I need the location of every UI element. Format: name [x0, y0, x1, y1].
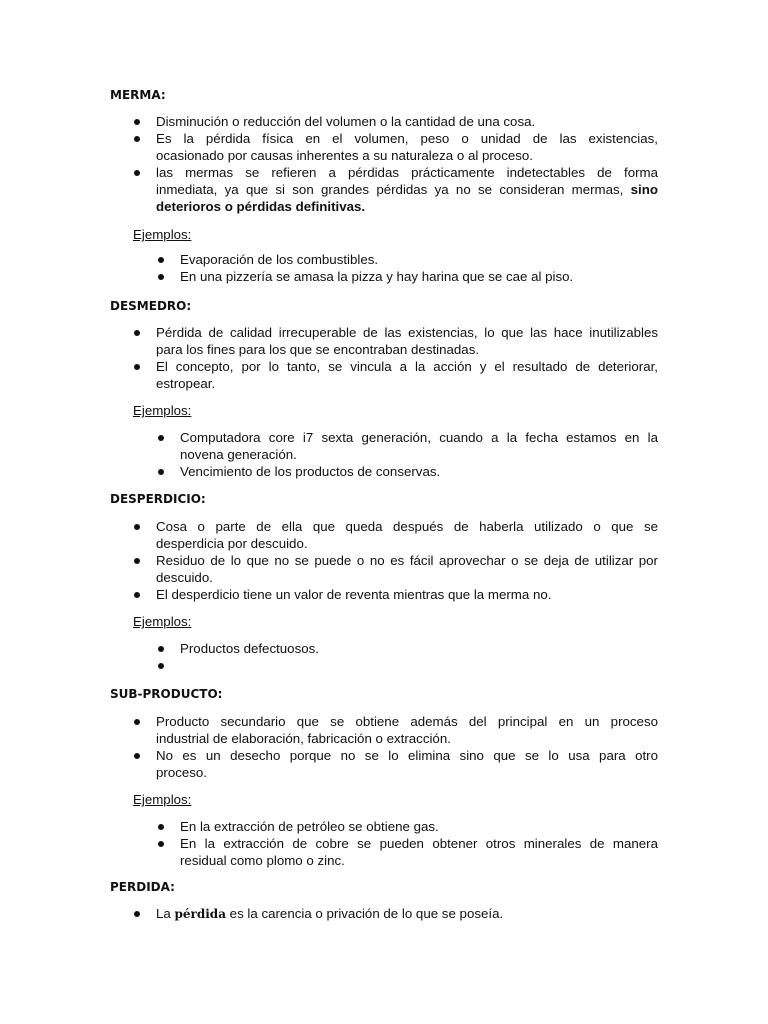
subproducto-example-2-line-2: residual como plomo o zinc.: [180, 853, 345, 868]
merma-bullet-3-text: inmediata, ya que si son grandes pérdidas ya no se consideran mermas,: [156, 182, 624, 197]
desperdicio-bullet-1-line-2: desperdicia por descuido.: [156, 536, 308, 551]
desperdicio-bullet-2-line-1: Residuo de lo que no se puede o no es fácil aprovechar o se deja de utilizar por: [156, 553, 658, 568]
merma-example-1: Evaporación de los combustibles.: [180, 252, 379, 267]
desmedro-example-1-line-1: Computadora core i7 sexta generación, cuando a la fecha estamos en la: [180, 430, 658, 445]
bullet: [134, 911, 140, 917]
bullet: [134, 364, 140, 370]
bullet: [134, 719, 140, 725]
subproducto-bullet-1-line-1: Producto secundario que se obtiene además del principal en un proceso: [156, 714, 658, 729]
desperdicio-examples-label: Ejemplos:: [133, 614, 192, 629]
perdida-term: pérdida: [174, 907, 226, 921]
heading-sub-producto: SUB-PRODUCTO:: [110, 687, 223, 701]
desmedro-example-2: Vencimiento de los productos de conservas.: [180, 464, 441, 479]
desperdicio-bullet-3: El desperdicio tiene un valor de reventa mientras que la merma no.: [156, 587, 552, 602]
desperdicio-bullet-1-line-1: Cosa o parte de ella que queda después de haberla utilizado o que se: [156, 519, 658, 534]
bullet: [158, 841, 164, 847]
merma-bullet-1: Disminución o reducción del volumen o la cantidad de una cosa.: [156, 114, 536, 129]
bullet: [134, 592, 140, 598]
perdida-text-start: La: [156, 906, 171, 921]
merma-examples-label: Ejemplos:: [133, 227, 192, 242]
bullet: [134, 330, 140, 336]
heading-desperdicio: DESPERDICIO:: [110, 492, 206, 506]
bullet: [158, 469, 164, 475]
subproducto-examples-label: Ejemplos:: [133, 792, 192, 807]
desperdicio-bullet-2-line-2: descuido.: [156, 570, 213, 585]
subproducto-bullet-1-line-2: industrial de elaboración, fabricación o extracción.: [156, 731, 451, 746]
bullet: [158, 824, 164, 830]
subproducto-example-2-line-1: En la extracción de cobre se pueden obtener otros minerales de manera: [180, 836, 658, 851]
subproducto-example-1: En la extracción de petróleo se obtiene gas.: [180, 819, 439, 834]
heading-merma: MERMA:: [110, 88, 166, 102]
merma-bullet-3-line-2: [156, 181, 658, 198]
desmedro-bullet-2-line-2: estropear.: [156, 376, 216, 391]
perdida-bullet-1: [156, 905, 503, 923]
bullet: [158, 663, 164, 669]
bullet: [158, 257, 164, 263]
desmedro-bullet-1-line-1: Pérdida de calidad irrecuperable de las existencias, lo que las hace inutilizables: [156, 325, 658, 340]
bullet: [134, 753, 140, 759]
merma-example-2: En una pizzería se amasa la pizza y hay harina que se cae al piso.: [180, 269, 574, 284]
merma-bullet-2-line-2: ocasionado por causas inherentes a su naturaleza o al proceso.: [156, 148, 533, 163]
desmedro-examples-label: Ejemplos:: [133, 403, 192, 418]
subproducto-bullet-2-line-2: proceso.: [156, 765, 207, 780]
bullet: [134, 170, 140, 176]
bullet: [134, 136, 140, 142]
merma-bullet-3-bold: sino: [630, 182, 658, 197]
bullet: [134, 524, 140, 530]
subproducto-bullet-2-line-1: No es un desecho porque no se lo elimina sino que se lo usa para otro: [156, 748, 658, 763]
desmedro-example-1-line-2: novena generación.: [180, 447, 297, 462]
bullet: [158, 646, 164, 652]
desperdicio-example-1: Productos defectuosos.: [180, 641, 319, 656]
merma-bullet-3-line-3: deterioros o pérdidas definitivas.: [156, 199, 366, 214]
heading-perdida: PERDIDA:: [110, 880, 175, 894]
bullet: [134, 119, 140, 125]
desmedro-bullet-1-line-2: para los fines para los que se encontraban destinadas.: [156, 342, 480, 357]
desmedro-bullet-2-line-1: El concepto, por lo tanto, se vincula a la acción y el resultado de deteriorar,: [156, 359, 658, 374]
bullet: [134, 558, 140, 564]
bullet: [158, 435, 164, 441]
merma-bullet-3-line-1: las mermas se refieren a pérdidas prácticamente indetectables de forma: [156, 165, 658, 180]
perdida-text-end: es la carencia o privación de lo que se poseía.: [229, 906, 504, 921]
merma-bullet-2-line-1: Es la pérdida física en el volumen, peso o unidad de las existencias,: [156, 131, 658, 146]
bullet: [158, 274, 164, 280]
heading-desmedro: DESMEDRO:: [110, 299, 192, 313]
